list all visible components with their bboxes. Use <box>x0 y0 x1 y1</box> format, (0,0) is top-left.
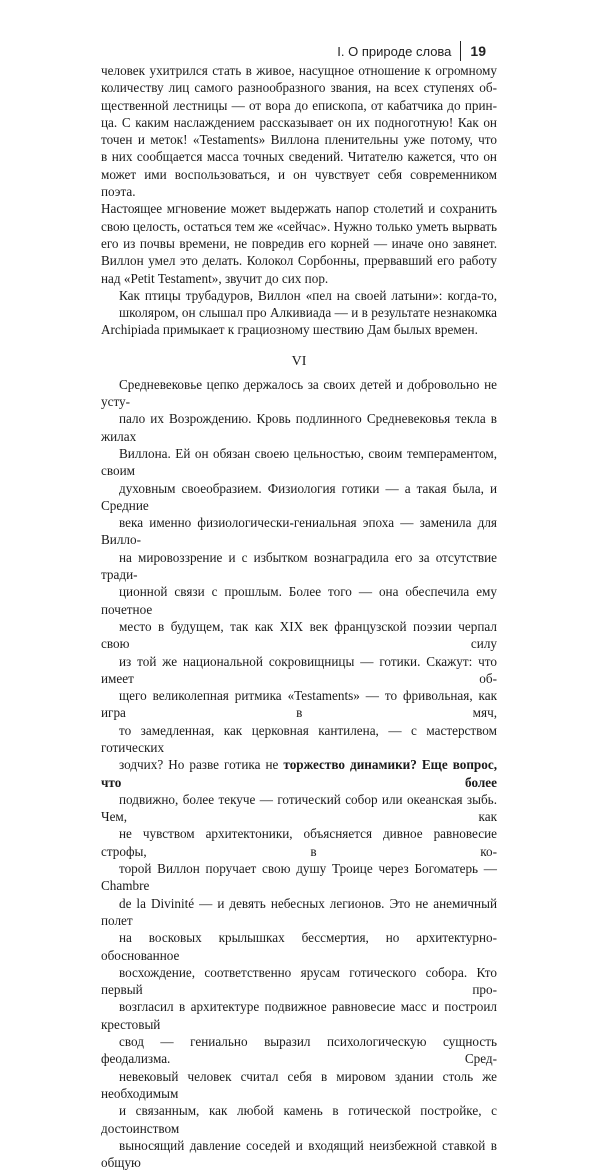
text-line: ционной связи с прошлым. Более того — она обеспечила ему почетное <box>101 584 497 617</box>
text-line: из той же национальной сокровищницы — готики. Скажут: что имеет об- <box>101 653 497 686</box>
text-line: и связанным, как любой камень в готической постройке, с достоинством <box>101 1103 497 1136</box>
text-line: подвижно, более текуче — готический собор или океанская зыбь. Чем, как <box>101 791 497 825</box>
text-line: школяром, он слышал про Алкивиада — и в результате незнакомка <box>119 305 497 321</box>
text-line: может ими воспользоваться, и он чувствует себя современником поэта. <box>101 166 497 200</box>
text-line: свод — гениально выразил психологическую сущность феодализма. Сред- <box>101 1034 497 1067</box>
text-line: на мировоззрение и с избытком вознаградила его за отсутствие тради- <box>101 549 497 583</box>
text-run: зодчих? Но разве готика не <box>119 757 284 773</box>
text-line: то замедленная, как церковная кантилена, — с мастерством готических <box>101 722 497 755</box>
text-line: Настоящее мгновение может выдержать напор столетий и сохранить <box>101 201 497 217</box>
text-line: его из почвы времени, не повредив его корней — иначе оно завянет. <box>101 235 497 251</box>
text-line: ца. С каким наслаждением рассказывает он их подноготную! Как он <box>101 114 497 130</box>
text-line: свою целость, остаться тем же «сейчас». Нужно только уметь вырвать <box>101 218 497 234</box>
bold-run: торжество динамики? Еще вопрос, что более <box>101 757 497 790</box>
text-line: на восковых крылышках бессмертия, но архитектурно-обоснованное <box>101 930 497 963</box>
text-line: века именно физиологически-гениальная эпоха — заменила для Вилло- <box>101 515 497 548</box>
text-line: человек ухитрился стать в живое, насущное отношение к огромному <box>101 63 497 78</box>
chapter-heading: VI <box>291 353 307 369</box>
text-line: возгласил в архитектуре подвижное равновесие масс и построил крестовый <box>101 999 497 1032</box>
text-line-bold <box>101 756 497 791</box>
text-line: Как птицы трубадуров, Виллон «пел на своей латыни»: когда-то, <box>119 287 497 303</box>
text-line: щего великолепная ритмика «Testaments» — то фривольная, как игра в мяч, <box>101 688 497 721</box>
paragraph-1-end <box>101 270 497 287</box>
text-line: количеству лиц самого разнообразного звания, на всех ступенях об- <box>101 80 497 96</box>
paragraph-2 <box>101 287 497 322</box>
text-line: Средневековье цепко держалось за своих детей и добровольно не усту- <box>101 376 497 410</box>
page-number: 19 <box>470 43 486 59</box>
text-line: невековый человек считал себя в мировом здании столь же необходимым <box>101 1068 497 1101</box>
text-line: духовным своеобразием. Физиология готики — а такая была, и Средние <box>101 480 497 513</box>
text-line: место в будущем, так как XIX век французской поэзии черпал свою силу <box>101 618 497 652</box>
paragraph-2-end <box>101 321 497 338</box>
body-text <box>101 62 497 1171</box>
text-line: пало их Возрождению. Кровь подлинного Средневековья текла в жилах <box>101 411 497 444</box>
text-line: точен и меток! «Testaments» Виллона пленительны уже потому, что <box>101 132 497 148</box>
text-line: торой Виллон поручает свою душу Троице через Богоматерь — Chambre <box>101 861 497 894</box>
running-head <box>337 40 486 62</box>
paragraph-3 <box>101 376 497 1171</box>
running-head-section: I. О природе слова <box>337 43 452 59</box>
text-line: щественной лестницы — от вора до епископа, от кабатчика до прин- <box>101 97 497 113</box>
text-line: выносящий давление соседей и входящий неизбежной ставкой в общую <box>101 1137 497 1171</box>
text-line: Виллон умел это делать. Колокол Сорбонны, прервавший его работу <box>101 253 497 269</box>
text-line: над «Petit Testament», звучит до сих пор. <box>101 270 329 286</box>
text-line: восхождение, соответственно ярусам готического собора. Кто первый про- <box>101 964 497 998</box>
text-line: Archipiada примыкает к грациозному шествию Дам былых времен. <box>101 322 478 338</box>
text-line: Виллона. Ей он обязан своею цельностью, своим темпераментом, своим <box>101 445 497 479</box>
text-line: не чувством архитектоники, объясняется дивное равновесие строфы, в ко- <box>101 826 497 859</box>
text-line: в них сообщается масса точных сведений. Читателю кажется, что он <box>101 149 497 165</box>
text-line: de la Divinité — и девять небесных легионов. Это не анемичный полет <box>101 895 497 928</box>
paragraph-1 <box>101 62 497 270</box>
